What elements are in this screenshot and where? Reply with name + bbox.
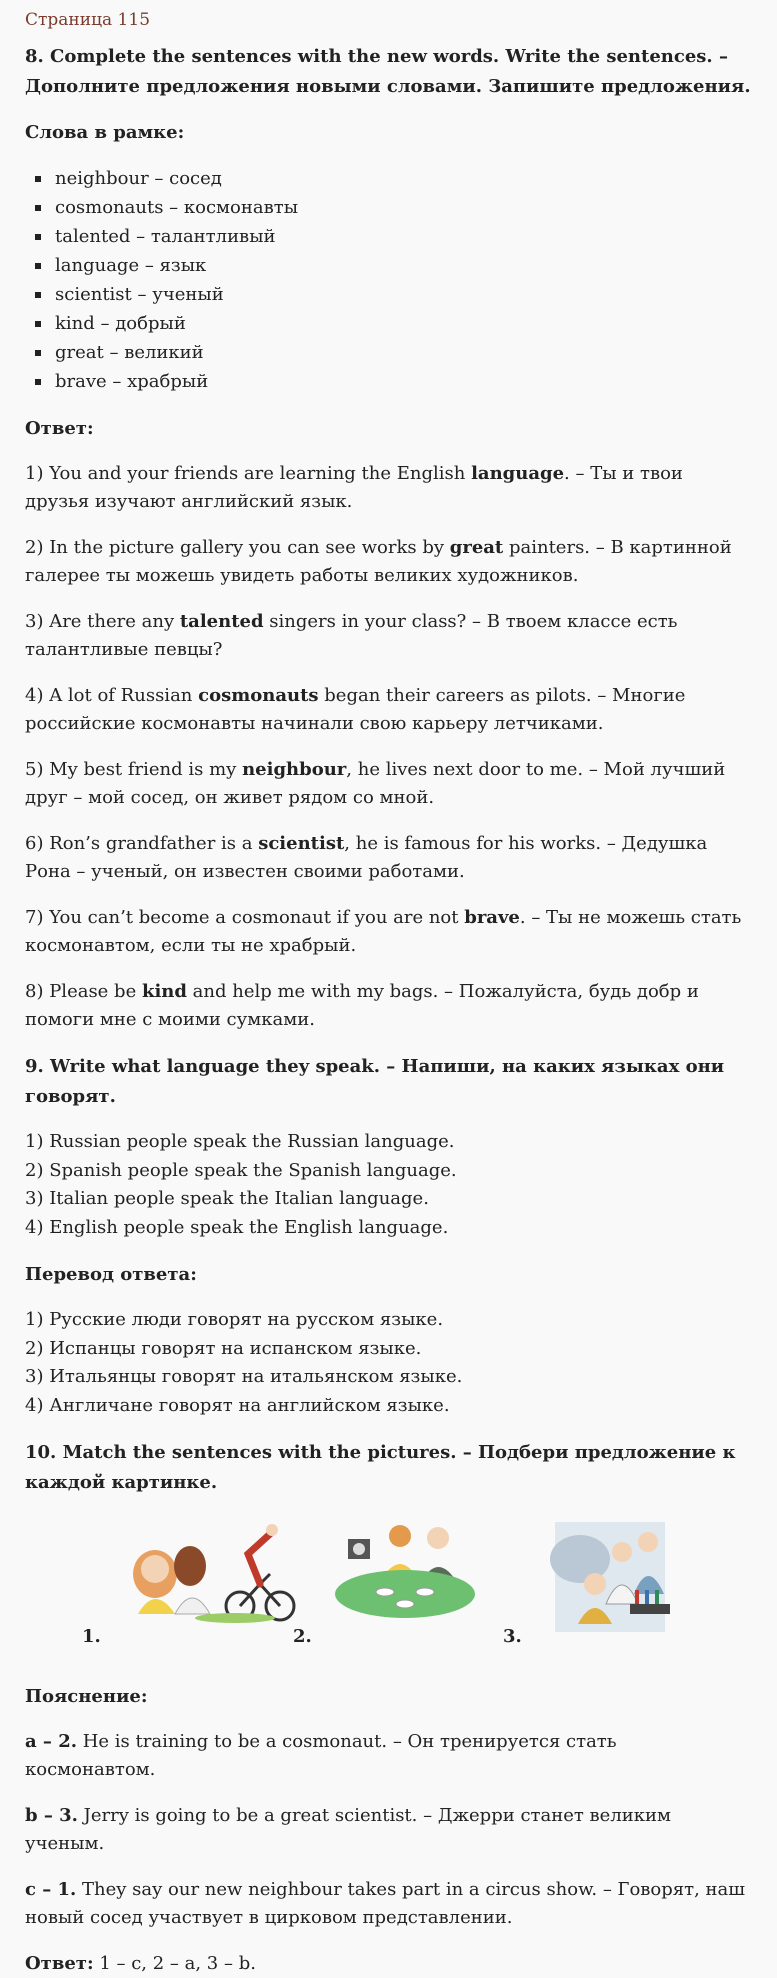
- word-box-label: Слова в рамке:: [25, 122, 185, 143]
- laboratory-illustration-icon: [540, 1514, 690, 1644]
- translation-label: Перевод ответа:: [25, 1264, 197, 1285]
- match-key: b – 3.: [25, 1805, 78, 1826]
- match-key: c – 1.: [25, 1879, 77, 1900]
- list-item: language – язык: [31, 251, 752, 280]
- exercise-9-translation: [25, 1306, 752, 1420]
- answer-sentence: 7) You can’t become a cosmonaut if you are not brave. – Ты не можешь стать космонавтом, если ты не храбрый.: [25, 907, 742, 956]
- match-key: a – 2.: [25, 1731, 77, 1752]
- answer-word: great: [449, 537, 504, 558]
- answer-sentence: 4) A lot of Russian cosmonauts began their careers as pilots. – Многие российские космонавты начинали свою карьеру летчиками.: [25, 685, 686, 734]
- list-item: kind – добрый: [31, 309, 752, 338]
- word-list: [25, 164, 752, 396]
- pictures-row: [25, 1514, 752, 1664]
- picture-scientist-lab: [540, 1514, 690, 1644]
- explanation-item: a – 2. He is training to be a cosmonaut. – Он тренируется стать космонавтом.: [25, 1731, 617, 1780]
- answer-label: Ответ:: [25, 418, 94, 439]
- exercise-9-answers: [25, 1128, 752, 1242]
- list-item: 4) English people speak the English language.: [25, 1216, 449, 1238]
- list-item: 4) Англичане говорят на английском языке.: [25, 1394, 450, 1416]
- list-item: neighbour – сосед: [31, 164, 752, 193]
- list-item: cosmonauts – космонавты: [31, 193, 752, 222]
- answer-word: cosmonauts: [198, 685, 319, 706]
- list-item: 2) Испанцы говорят на испанском языке.: [25, 1337, 422, 1359]
- exercise-9-heading: 9. Write what language they speak. – Напиши, на каких языках они говорят.: [25, 1056, 725, 1107]
- answer-sentence: 3) Are there any talented singers in your class? – В твоем классе есть талантливые певцы?: [25, 611, 678, 660]
- picture-number: 1.: [82, 1626, 101, 1647]
- answer-sentence: 1) You and your friends are learning the English language. – Ты и твои друзья изучают английский язык.: [25, 463, 683, 512]
- family-illustration-icon: [330, 1514, 480, 1624]
- answer-word: scientist: [258, 833, 345, 854]
- page-label: Страница 115: [25, 10, 151, 30]
- answer-word: kind: [141, 981, 187, 1002]
- circus-illustration-icon: [120, 1514, 320, 1624]
- explanation-item: c – 1. They say our new neighbour takes part in a circus show. – Говорят, наш новый сосед участвует в цирковом представлении.: [25, 1879, 746, 1928]
- answer-word: neighbour: [242, 759, 347, 780]
- list-item: brave – храбрый: [31, 367, 752, 396]
- answer-sentence: 6) Ron’s grandfather is a scientist, he is famous for his works. – Дедушка Рона – ученый, он известен своими работами.: [25, 833, 708, 882]
- answer-sentence: 5) My best friend is my neighbour, he lives next door to me. – Мой лучший друг – мой сосед, он живет рядом со мной.: [25, 759, 726, 808]
- answer-sentence: 2) In the picture gallery you can see works by great painters. – В картинной галерее ты можешь увидеть работы великих художников.: [25, 537, 732, 586]
- explanation-item: b – 3. Jerry is going to be a great scientist. – Джерри станет великим ученым.: [25, 1805, 672, 1854]
- answer-sentence: 8) Please be kind and help me with my bags. – Пожалуйста, будь добр и помоги мне с моими сумками.: [25, 981, 699, 1030]
- answer-word: brave: [464, 907, 520, 928]
- picture-number: 2.: [293, 1626, 312, 1647]
- picture-number: 3.: [503, 1626, 522, 1647]
- list-item: 1) Русские люди говорят на русском языке.: [25, 1309, 444, 1330]
- picture-family-table: [330, 1514, 480, 1624]
- list-item: 2) Spanish people speak the Spanish language.: [25, 1159, 457, 1181]
- final-answer: Ответ: 1 – c, 2 – a, 3 – b.: [25, 1953, 256, 1974]
- picture-circus-neighbour: [120, 1514, 320, 1624]
- list-item: great – великий: [31, 338, 752, 367]
- exercise-10-heading: 10. Match the sentences with the pictures. – Подбери предложение к каждой картинке.: [25, 1442, 736, 1493]
- explanation-label: Пояснение:: [25, 1686, 148, 1707]
- answer-word: talented: [179, 611, 264, 632]
- list-item: scientist – ученый: [31, 280, 752, 309]
- list-item: 1) Russian people speak the Russian language.: [25, 1131, 455, 1152]
- answer-word: language: [471, 463, 565, 484]
- exercise-8-heading: 8. Complete the sentences with the new words. Write the sentences. – Дополните предложения новыми словами. Запишите предложения.: [25, 46, 751, 97]
- list-item: 3) Italian people speak the Italian language.: [25, 1188, 429, 1209]
- list-item: 3) Итальянцы говорят на итальянском языке.: [25, 1366, 463, 1387]
- list-item: talented – талантливый: [31, 222, 752, 251]
- final-answer-label: Ответ:: [25, 1953, 94, 1974]
